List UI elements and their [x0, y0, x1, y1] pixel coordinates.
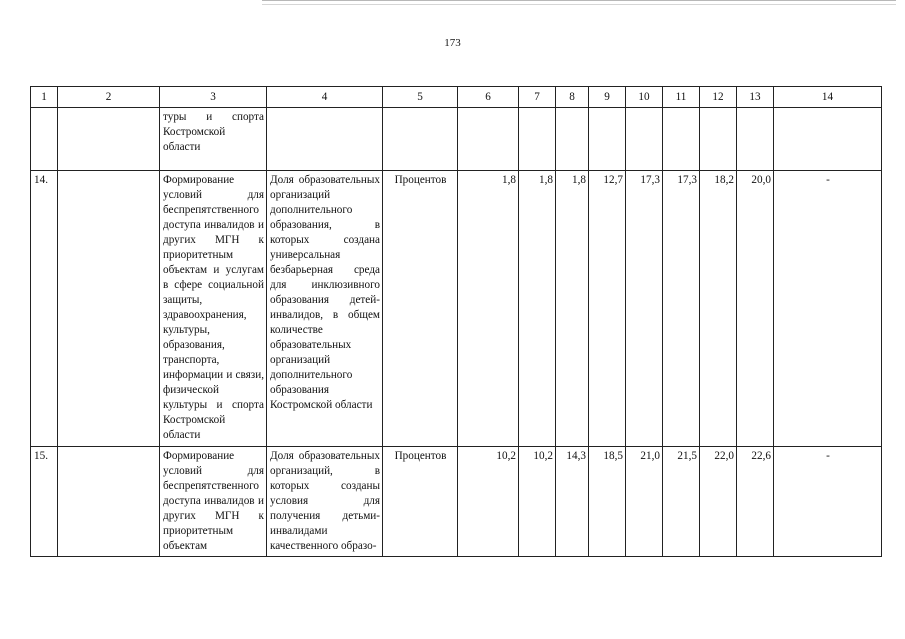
header-cell: 3 [160, 87, 267, 108]
value-cell-6: 10,2 [458, 447, 519, 557]
scan-top-rule [262, 0, 896, 5]
header-cell: 14 [774, 87, 882, 108]
col2-cell [58, 108, 160, 171]
value-cell-6 [458, 108, 519, 171]
header-cell: 13 [737, 87, 774, 108]
header-cell: 4 [267, 87, 383, 108]
table-row [31, 108, 882, 171]
header-cell: 6 [458, 87, 519, 108]
value-cell-9: 18,5 [589, 447, 626, 557]
indicator-cell [267, 108, 383, 171]
col14-cell: - [774, 171, 882, 447]
unit-cell: Процентов [383, 447, 458, 557]
row-number-cell: 14. [31, 171, 58, 447]
table-row [31, 447, 882, 557]
value-cell-11: 17,3 [663, 171, 700, 447]
value-cell-8 [556, 108, 589, 171]
value-cell-7: 10,2 [519, 447, 556, 557]
event-cell: туры и спорта Костромской области [160, 108, 267, 171]
col2-cell [58, 171, 160, 447]
value-cell-13: 22,6 [737, 447, 774, 557]
header-cell: 11 [663, 87, 700, 108]
header-cell: 8 [556, 87, 589, 108]
value-cell-12: 18,2 [700, 171, 737, 447]
indicator-cell: Доля образовательных организаций дополнительного образования, в которых создана универсальная безбарьерная среда для инклюзивного образования детей-инвалидов, в общем количестве образовательных организаций дополнительного образования Костромской области [267, 171, 383, 447]
value-cell-10 [626, 108, 663, 171]
row-number-cell [31, 108, 58, 171]
value-cell-8: 14,3 [556, 447, 589, 557]
table-header-row [31, 87, 882, 108]
header-cell: 10 [626, 87, 663, 108]
value-cell-9: 12,7 [589, 171, 626, 447]
table-row [31, 171, 882, 447]
indicator-cell: Доля образовательных организаций, в которых созданы условия для получения детьми-инвалидами качественного образо- [267, 447, 383, 557]
value-cell-7: 1,8 [519, 171, 556, 447]
header-cell: 12 [700, 87, 737, 108]
event-cell: Формирование условий для беспрепятственного доступа инвалидов и других МГН к приоритетным объектам [160, 447, 267, 557]
header-cell: 1 [31, 87, 58, 108]
header-cell: 9 [589, 87, 626, 108]
col2-cell [58, 447, 160, 557]
value-cell-10: 17,3 [626, 171, 663, 447]
page-number: 173 [444, 37, 461, 49]
unit-cell [383, 108, 458, 171]
value-cell-6: 1,8 [458, 171, 519, 447]
header-cell: 7 [519, 87, 556, 108]
header-cell: 2 [58, 87, 160, 108]
unit-cell: Процентов [383, 171, 458, 447]
indicators-table [30, 86, 882, 557]
header-cell: 5 [383, 87, 458, 108]
value-cell-8: 1,8 [556, 171, 589, 447]
value-cell-13: 20,0 [737, 171, 774, 447]
value-cell-11: 21,5 [663, 447, 700, 557]
col14-cell: - [774, 447, 882, 557]
value-cell-9 [589, 108, 626, 171]
col14-cell [774, 108, 882, 171]
value-cell-12: 22,0 [700, 447, 737, 557]
value-cell-7 [519, 108, 556, 171]
value-cell-11 [663, 108, 700, 171]
value-cell-13 [737, 108, 774, 171]
value-cell-10: 21,0 [626, 447, 663, 557]
value-cell-12 [700, 108, 737, 171]
event-cell: Формирование условий для беспрепятственного доступа инвалидов и других МГН к приоритетным объектам и услугам в сфере социальной защиты, здравоохранения, культуры, образования, транспорта, информации и связи, физической культуры и спорта Костромской области [160, 171, 267, 447]
row-number-cell: 15. [31, 447, 58, 557]
